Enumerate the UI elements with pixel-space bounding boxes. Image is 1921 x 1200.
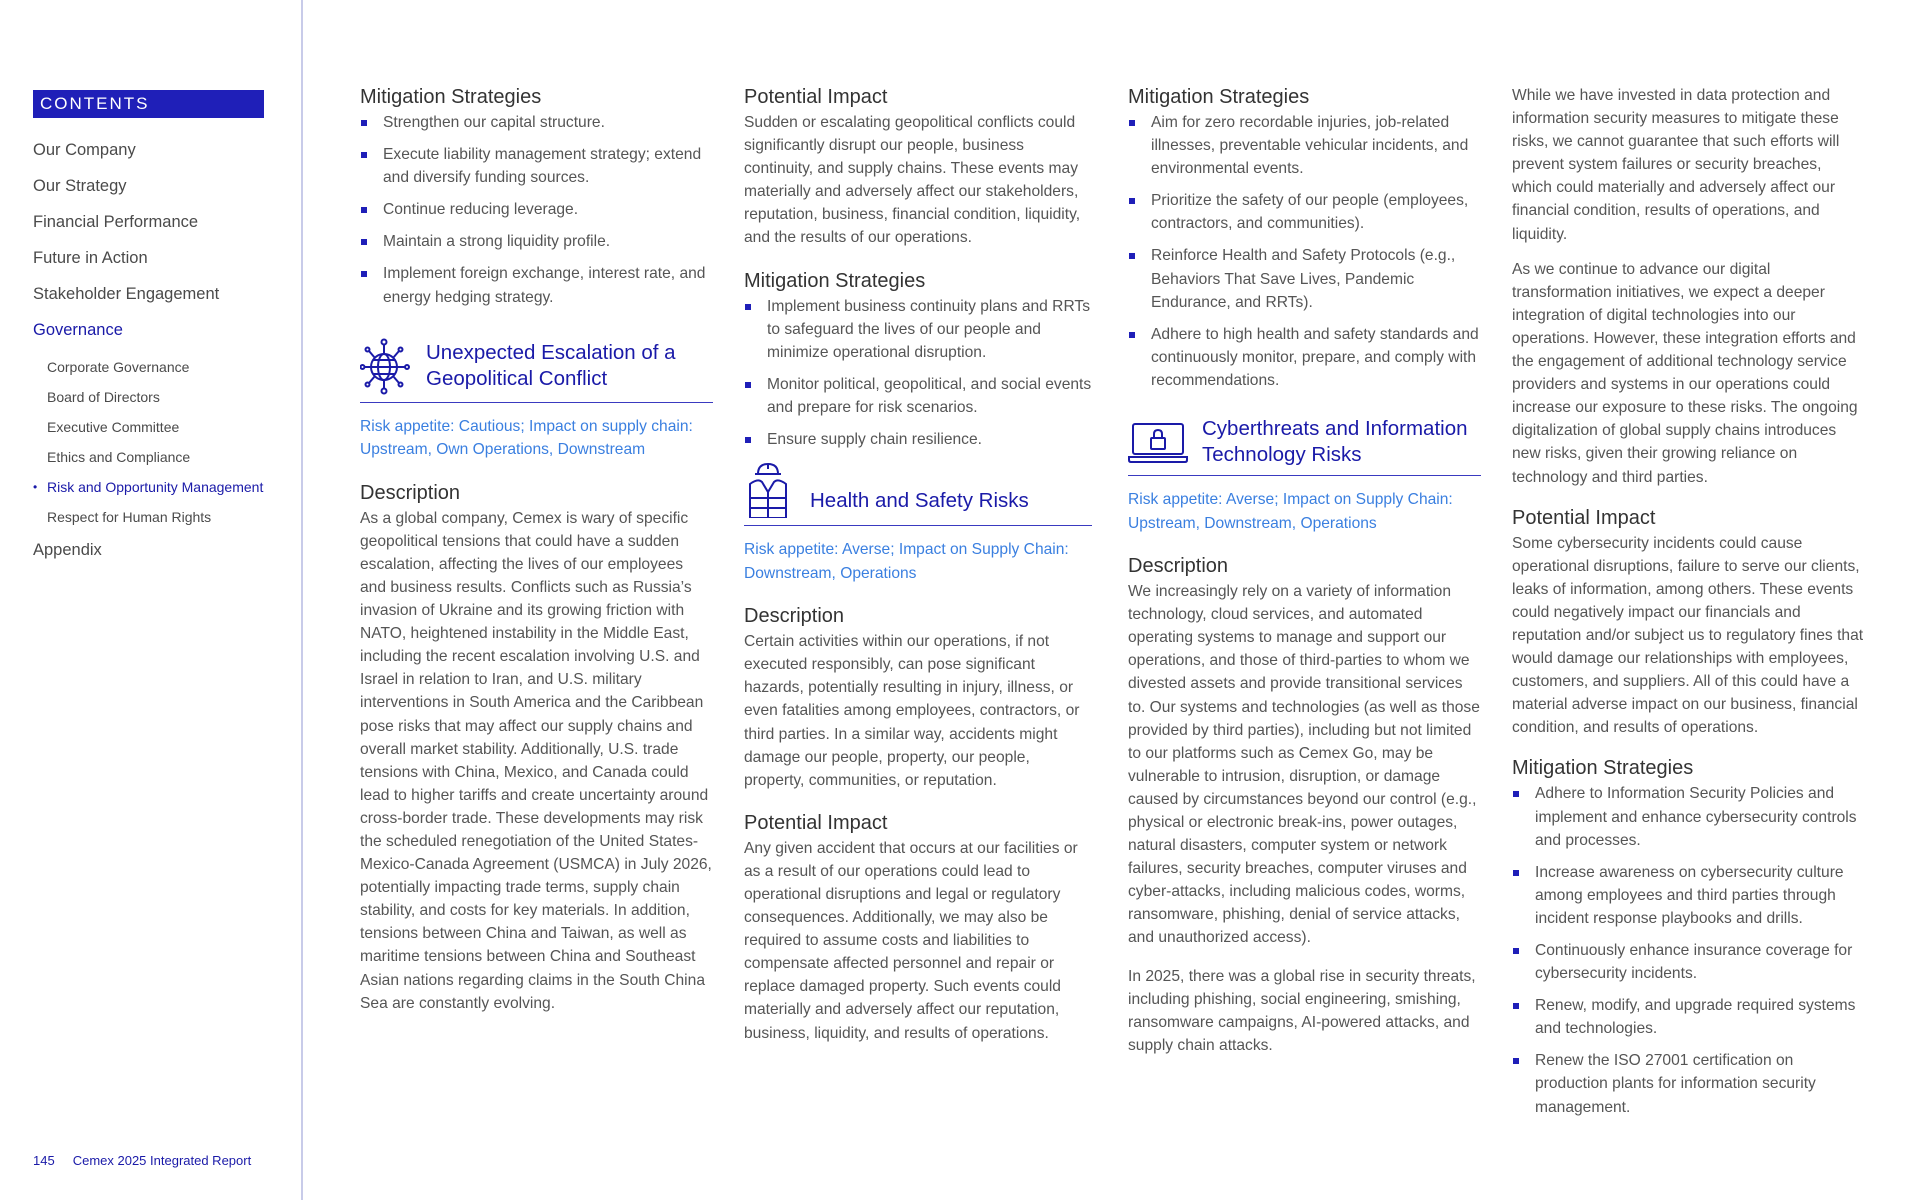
risk-appetite: Risk appetite: Cautious; Impact on supply chain: Upstream, Own Operations, Downstream — [360, 417, 693, 459]
list-item: Continue reducing leverage. — [360, 198, 713, 221]
column-1 — [360, 84, 713, 1027]
risk-header — [1128, 416, 1481, 476]
column-3 — [1128, 84, 1481, 1069]
nav-governance[interactable]: Governance — [33, 321, 123, 339]
list-item: Execute liability management strategy; extend and diversify funding sources. — [360, 143, 713, 189]
section-heading: Description — [1128, 555, 1229, 578]
description-text: Certain activities within our operations, if not executed responsibly, can pose significant hazards, potentially resulting in injury, illness, or even fatalities among employees, contractors, or third parties. In a similar way, accidents might damage our people, property, our people, property, communities, or reputation. — [744, 633, 1080, 789]
list-item: Maintain a strong liquidity profile. — [360, 230, 713, 253]
mitigation-list — [1512, 782, 1864, 1118]
column-2 — [744, 84, 1092, 1057]
description-text: In 2025, there was a global rise in security threats, including phishing, social engineering, smishing, ransomware campaigns, AI-powered attacks, and supply chain attacks. — [1128, 967, 1476, 1054]
sidebar — [0, 0, 303, 1200]
nav-risk-and-opportunity-management[interactable]: • Risk and Opportunity Management — [33, 472, 295, 502]
section-heading: Mitigation Strategies — [1128, 86, 1310, 108]
nav-board-of-directors[interactable]: Board of Directors — [47, 389, 160, 405]
risk-appetite: Risk appetite: Averse; Impact on Supply Chain: Upstream, Downstream, Operations — [1128, 491, 1453, 532]
risk-title: Unexpected Escalation of a Geopolitical Conflict — [426, 340, 676, 390]
nav-ethics-and-compliance[interactable]: Ethics and Compliance — [47, 449, 191, 465]
list-item: Renew, modify, and upgrade required systems and technologies. — [1512, 994, 1864, 1040]
risk-header — [744, 460, 1092, 526]
nav-our-company[interactable]: Our Company — [33, 141, 136, 159]
nav-corporate-governance[interactable]: Corporate Governance — [47, 359, 190, 375]
description-text: We increasingly rely on a variety of information technology, cloud services, and automated operating systems to manage and support our operations, and those of third-parties to whom we divested assets and provide transitional services to. Our systems and technologies (as well as those provided by third parties), including but not limited to our platforms such as Cemex Go, may be vulnerable to intrusion, disruption, or damage caused by circumstances beyond our control (e.g., physical or electronic break-ins, power outages, natural disasters, computer system or network failures, security breaches, computer viruses and cyber-attacks, including malicious codes, worms, ransomware, phishing, denial of service attacks, and unauthorized access). — [1128, 583, 1480, 947]
page-number: 145 — [33, 1153, 55, 1168]
nav-executive-committee[interactable]: Executive Committee — [47, 419, 180, 435]
description-text: As a global company, Cemex is wary of specific geopolitical tensions that could have a sudden escalation, affecting the lives of our employees and business results. Conflicts such as Russia’s invasion of Ukraine and its growing friction with NATO, heightened instability in the Middle East, including the recent escalation involving U.S. and Israel in relation to Iran, and U.S. military interventions in South America and the Caribbean pose risks that may affect our supply chains and overall market stability. Additionally, U.S. trade tensions with China, Mexico, and Canada could lead to higher tariffs and create uncertainty around cross-border trade. These developments may risk the scheduled renegotiation of the United States-Mexico-Canada Agreement (USMCA) in July 2026, potentially impacting trade terms, supply chain stability, and costs for key materials. In addition, tensions between China and Taiwan, as well as maritime tensions between China and Southeast Asian nations regarding claims in the South China Sea are constantly evolving. — [360, 509, 712, 1012]
globe-network-icon — [360, 337, 412, 395]
impact-text: Any given accident that occurs at our facilities or as a result of our operations could lead to operational disruptions and legal or regulatory consequences. Additionally, we may also be required to assume costs and liabilities to compensate affected personnel and repair or replace damaged property. Such events could materially and adversely affect our reputation, business, liquidity, and results of operations. — [744, 839, 1078, 1042]
mitigation-list — [1128, 111, 1481, 392]
risk-header — [360, 337, 713, 403]
nav-future-in-action[interactable]: Future in Action — [33, 249, 148, 267]
risk-title: Health and Safety Risks — [810, 489, 1029, 513]
section-heading: Mitigation Strategies — [360, 86, 542, 108]
list-item: Increase awareness on cybersecurity culture among employees and third parties through incident response playbooks and drills. — [1512, 861, 1864, 930]
nav-appendix[interactable]: Appendix — [33, 541, 102, 559]
list-item: Renew the ISO 27001 certification on production plants for information security management. — [1512, 1049, 1864, 1118]
nav-financial-performance[interactable]: Financial Performance — [33, 213, 199, 231]
list-item: Prioritize the safety of our people (employees, contractors, and communities). — [1128, 189, 1481, 235]
section-heading: Description — [360, 481, 461, 504]
paragraph: As we continue to advance our digital transformation initiatives, we expect a deeper integration of digital technologies into our operations. However, these integration efforts and the engagement of additional technology service providers and systems in our operations could increase our exposure to these risks. The ongoing digitalization of global supply chains introduces new risks, given their growing reliance on technology and third parties. — [1512, 260, 1858, 486]
list-item: Ensure supply chain resilience. — [744, 428, 1092, 451]
table-of-contents-nav — [33, 136, 295, 572]
list-item: Reinforce Health and Safety Protocols (e.g., Behaviors That Save Lives, Pandemic Endurance, and RRTs). — [1128, 244, 1481, 313]
risk-appetite: Risk appetite: Averse; Impact on Supply Chain: Downstream, Operations — [744, 541, 1069, 582]
list-item: Monitor political, geopolitical, and social events and prepare for risk scenarios. — [744, 373, 1092, 419]
section-heading: Potential Impact — [744, 811, 888, 834]
list-item: Implement business continuity plans and RRTs to safeguard the lives of our people and minimize operational disruption. — [744, 295, 1092, 364]
safety-vest-helmet-icon — [744, 460, 796, 518]
paragraph: While we have invested in data protection and information security measures to mitigate these risks, we cannot guarantee that such efforts will prevent system failures or security breaches, which could materially and adversely affect our financial condition, results of operations, and liquidity. — [1512, 87, 1840, 243]
list-item: Implement foreign exchange, interest rate, and energy hedging strategy. — [360, 262, 713, 308]
nav-stakeholder-engagement[interactable]: Stakeholder Engagement — [33, 285, 220, 303]
risk-title: Cyberthreats and Information Technology Risks — [1202, 417, 1468, 467]
mitigation-list — [360, 111, 713, 309]
section-heading: Description — [744, 605, 845, 628]
mitigation-list — [744, 295, 1092, 452]
impact-text: Sudden or escalating geopolitical conflicts could significantly disrupt our people, business continuity, and supply chains. These events may materially and adversely affect our stakeholders, reputation, business, financial condition, liquidity, and the results of our operations. — [744, 114, 1081, 247]
list-item: Aim for zero recordable injuries, job-related illnesses, preventable vehicular incidents, and environmental events. — [1128, 111, 1481, 180]
list-item: Adhere to high health and safety standards and continuously monitor, prepare, and comply with recommendations. — [1128, 323, 1481, 392]
nav-our-strategy[interactable]: Our Strategy — [33, 177, 127, 195]
contents-header: CONTENTS — [33, 90, 264, 118]
impact-text: Some cybersecurity incidents could cause operational disruptions, failure to serve our clients, leaks of information, among others. These events could negatively impact our financials and reputation and/or subject us to regulatory fines that would damage our relationships with employees, customers, and suppliers. All of this could have a material adverse impact on our business, financial condition, and results of operations. — [1512, 534, 1864, 737]
report-title: Cemex 2025 Integrated Report — [72, 1153, 252, 1168]
list-item: Continuously enhance insurance coverage for cybersecurity incidents. — [1512, 939, 1864, 985]
section-heading: Potential Impact — [744, 86, 888, 108]
column-4 — [1512, 84, 1864, 1139]
laptop-lock-icon — [1128, 419, 1188, 465]
list-item: Strengthen our capital structure. — [360, 111, 713, 134]
section-heading: Mitigation Strategies — [744, 269, 926, 292]
section-heading: Mitigation Strategies — [1512, 757, 1694, 780]
section-heading: Potential Impact — [1512, 506, 1656, 529]
list-item: Adhere to Information Security Policies and implement and enhance cybersecurity controls and processes. — [1512, 782, 1864, 851]
page-footer — [33, 1153, 269, 1168]
nav-respect-for-human-rights[interactable]: Respect for Human Rights — [47, 509, 212, 525]
